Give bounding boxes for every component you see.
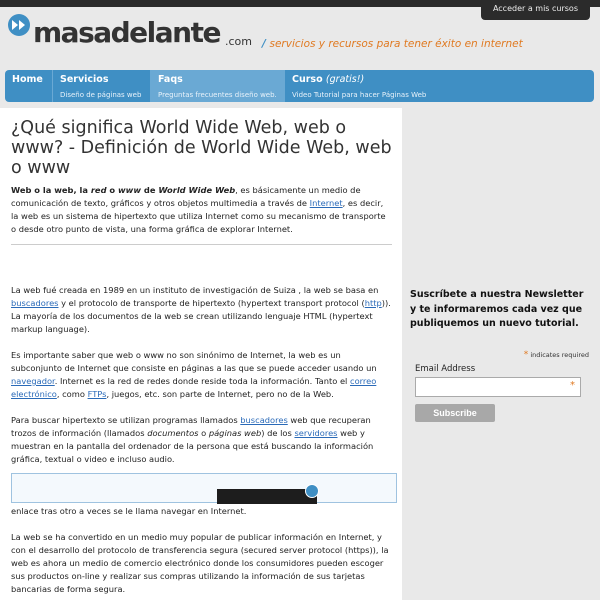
divider <box>11 244 392 245</box>
email-label: Email Address <box>415 363 476 374</box>
video-player-bar[interactable] <box>217 489 317 504</box>
link-buscadores[interactable]: buscadores <box>11 298 59 308</box>
paragraph-1: La web fué creada en 1989 en un instituto de investigación de Suiza , la web se basa en buscadores y el protocolo de transporte de hipertexto (hypertext transport protocol (http)). La mayoría de los documentos de la web se crean utilizando lenguaje HTML (hypertext markup language). <box>11 285 391 334</box>
paragraph-5: La web se ha convertido en un medio muy popular de publicar información en Internet, y con el desarrollo del protocolo de transferencia segura (secured server protocol (https)), la web es ahora un medio de comercio electrónico donde los consumidores pueden escoger sus productos on-line y realizar sus compras utilizando la información de sus tarjetas bancarias de forma segura. <box>11 532 389 594</box>
nav-item-curso[interactable]: Curso (gratis!) Video Tutorial para hacer Páginas Web <box>292 74 427 99</box>
paragraph-4: enlace tras otro a veces se le llama navegar en Internet. <box>11 479 392 518</box>
account-courses-link[interactable]: Acceder a mis cursos <box>481 0 590 20</box>
link-http[interactable]: http <box>364 298 382 308</box>
page-title: ¿Qué significa World Wide Web, web o www? - Definición de World Wide Web, web o www <box>11 118 392 178</box>
email-field[interactable] <box>415 377 581 397</box>
link-ftps[interactable]: FTPs <box>87 389 107 399</box>
required-asterisk-icon: * <box>570 379 575 391</box>
logo-tld: .com <box>225 35 252 48</box>
paragraph-2: Es importante saber que web o www no son sinónimo de Internet, la web es un subconjunto de Internet que consiste en páginas a las que se puede acceder usando un navegador. Internet es la red de redes donde reside toda la información. Tanto el correo electrónico, como FTPs, juegos, etc. son parte de Internet, pero no de la Web. <box>11 350 377 399</box>
newsletter-form <box>410 288 590 422</box>
link-correo-electronico[interactable]: correo electrónico <box>11 376 377 399</box>
fast-forward-logo-icon[interactable] <box>8 14 30 36</box>
nav-item-home[interactable]: Home <box>5 70 53 102</box>
link-navegador[interactable]: navegador <box>11 376 55 386</box>
required-note: * indicates required <box>523 349 589 360</box>
nav-item-faqs[interactable]: Faqs Preguntas frecuentes diseño web. <box>151 70 285 102</box>
logo-wordmark[interactable]: masadelante <box>33 16 220 49</box>
free-badge: (gratis!) <box>325 74 365 85</box>
main-content <box>0 108 402 600</box>
intro-paragraph: Web o la web, la red o www de World Wide Web, es básicamente un medio de comunicación de texto, gráficos y otros objetos multimedia a través de Internet, es decir, la web es un sistema de hipertexto que utiliza Internet como su mecanismo de transporte o desde otro punto de vista, una forma gráfica de explorar Internet. <box>11 185 386 234</box>
newsletter-title: Suscríbete a nuestra Newsletter y te informaremos cada vez que publiquemos un nuevo tutorial. <box>410 289 584 329</box>
link-buscadores-2[interactable]: buscadores <box>240 415 288 425</box>
link-internet[interactable]: Internet <box>309 198 343 208</box>
subscribe-button[interactable]: Subscribe <box>415 404 495 422</box>
main-nav <box>5 70 594 102</box>
video-logo-icon <box>305 484 319 498</box>
required-asterisk-icon: * <box>523 349 529 360</box>
paragraph-3: Para buscar hipertexto se utilizan programas llamados buscadores web que recuperan trozos de información (llamados documentos o páginas web) de los servidores web y muestran en la pantalla del ordenador de la persona que está buscando la información gráfica, textual o video e incluso audio. <box>11 415 374 464</box>
video-embed[interactable] <box>11 473 397 503</box>
nav-item-servicios[interactable]: Servicios Diseño de páginas web <box>53 70 151 102</box>
site-tagline: / servicios y recursos para tener éxito en internet <box>262 38 523 50</box>
link-servidores[interactable]: servidores <box>294 428 338 438</box>
